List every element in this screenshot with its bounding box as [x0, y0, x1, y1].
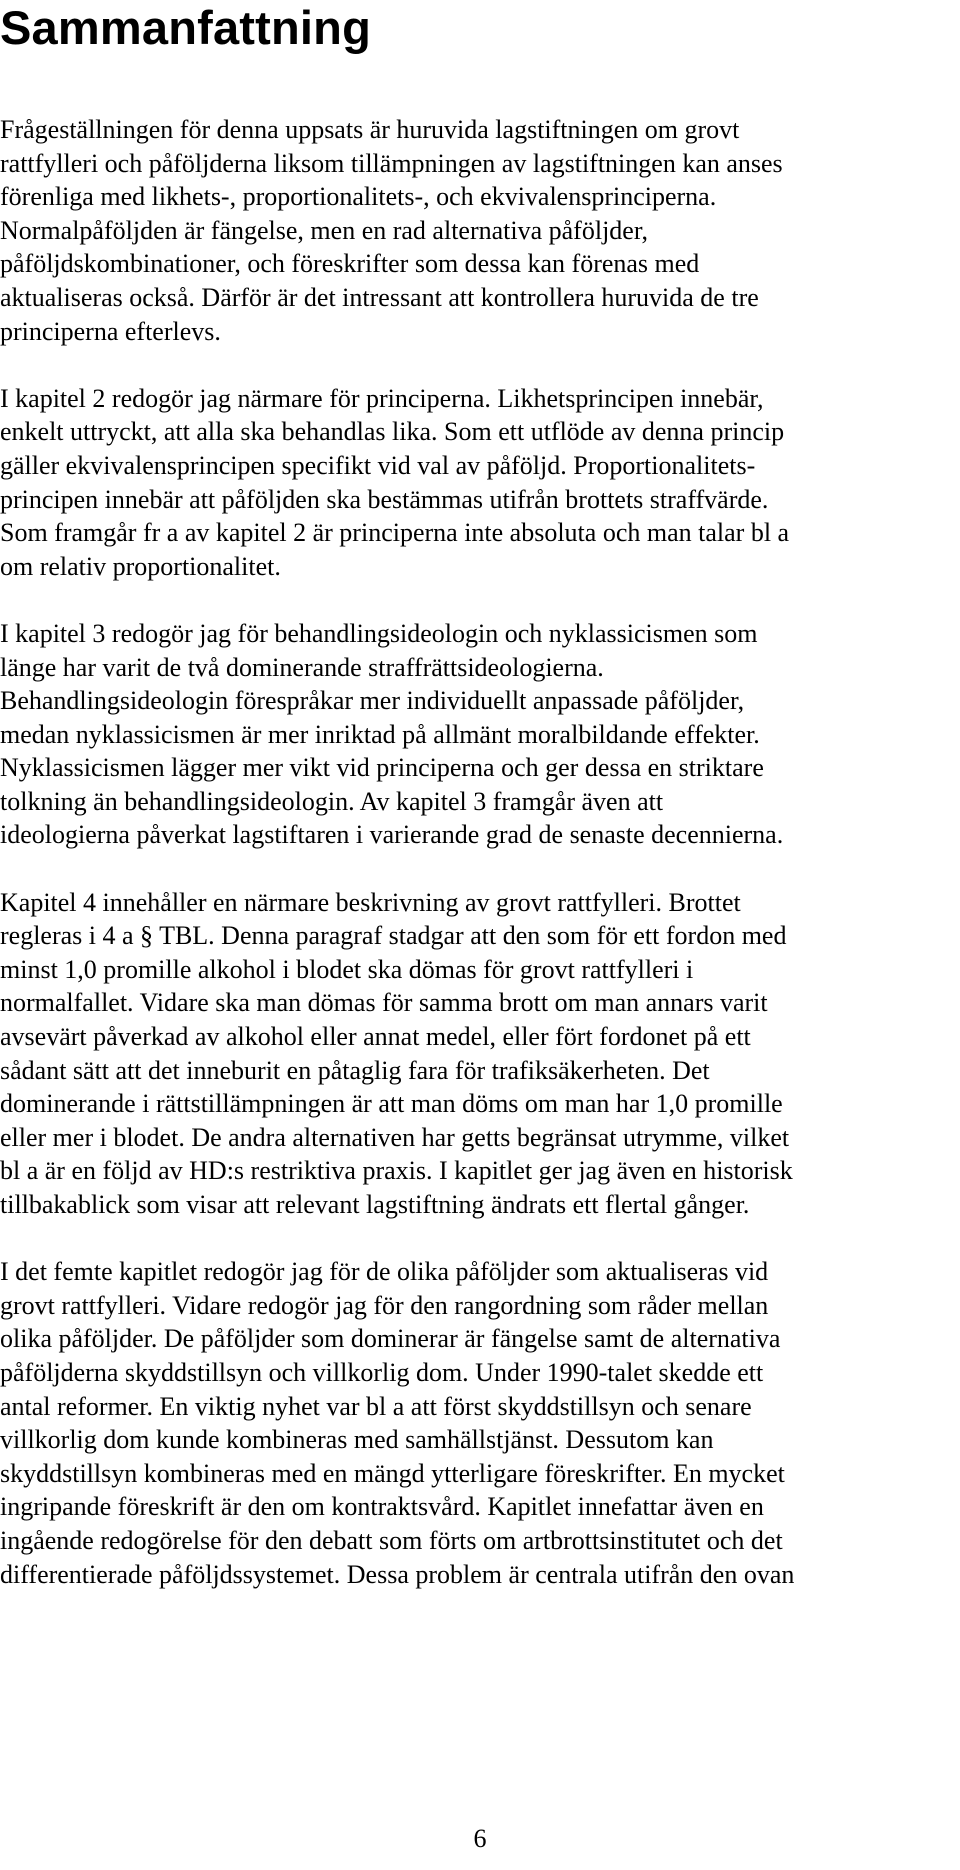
- text-line: länge har varit de två dominerande straffrättsideologierna.: [0, 652, 604, 682]
- text-line: Behandlingsideologin förespråkar mer individuellt anpassade påföljder,: [0, 686, 745, 716]
- text-line: medan nyklassicismen är mer inriktad på allmänt moralbildande effekter.: [0, 719, 760, 749]
- text-line: I kapitel 2 redogör jag närmare för principerna. Likhetsprincipen innebär,: [0, 383, 764, 413]
- text-line: förenliga med likhets-, proportionalitets-, och ekvivalensprinciperna.: [0, 182, 717, 212]
- text-line: bl a är en följd av HD:s restriktiva praxis. I kapitlet ger jag även en historisk: [0, 1156, 793, 1186]
- text-line: principerna efterlevs.: [0, 316, 221, 346]
- text-line: tillbakablick som visar att relevant lagstiftning ändrats ett flertal gånger.: [0, 1190, 750, 1219]
- text-line: Normalpåföljden är fängelse, men en rad alternativa påföljder,: [0, 215, 648, 245]
- text-line: påföljderna skyddstillsyn och villkorlig dom. Under 1990-talet skedde ett: [0, 1357, 764, 1387]
- text-line: ingående redogörelse för den debatt som förts om artbrottsinstitutet och det: [0, 1525, 783, 1555]
- text-line: normalfallet. Vidare ska man dömas för samma brott om man annars varit: [0, 988, 768, 1018]
- text-line: regleras i 4 a § TBL. Denna paragraf stadgar att den som för ett fordon med: [0, 921, 787, 951]
- text-line: antal reformer. En viktig nyhet var bl a att först skyddstillsyn och senare: [0, 1391, 752, 1421]
- text-line: Kapitel 4 innehåller en närmare beskrivning av grovt rattfylleri. Brottet: [0, 887, 741, 917]
- text-line: differentierade påföljdssystemet. Dessa problem är centrala utifrån den ovan: [0, 1559, 795, 1589]
- paragraph-1: [0, 113, 960, 348]
- body-text: [0, 113, 960, 1625]
- text-line: minst 1,0 promille alkohol i blodet ska dömas för grovt rattfylleri i: [0, 954, 694, 984]
- text-line: grovt rattfylleri. Vidare redogör jag för den rangordning som råder mellan: [0, 1290, 769, 1320]
- paragraph-2: [0, 382, 960, 584]
- text-line: Nyklassicismen lägger mer vikt vid principerna och ger dessa en striktare: [0, 753, 764, 783]
- text-line: I kapitel 3 redogör jag för behandlingsideologin och nyklassicismen som: [0, 618, 758, 648]
- text-line: tolkning än behandlingsideologin. Av kapitel 3 framgår även att: [0, 786, 664, 816]
- text-line: enkelt uttryckt, att alla ska behandlas lika. Som ett utflöde av denna princip: [0, 417, 785, 447]
- text-line: avsevärt påverkad av alkohol eller annat medel, eller fört fordonet på ett: [0, 1022, 751, 1052]
- text-line: påföljdskombinationer, och föreskrifter som dessa kan förenas med: [0, 249, 700, 279]
- text-line: Som framgår fr a av kapitel 2 är principerna inte absoluta och man talar bl a: [0, 518, 790, 548]
- text-line: villkorlig dom kunde kombineras med samhällstjänst. Dessutom kan: [0, 1425, 714, 1455]
- text-line: olika påföljder. De påföljder som dominerar är fängelse samt de alternativa: [0, 1324, 781, 1354]
- text-line: rattfylleri och påföljderna liksom tillämpningen av lagstiftningen kan anses: [0, 148, 783, 178]
- text-line: aktualiseras också. Därför är det intressant att kontrollera huruvida de tre: [0, 282, 759, 312]
- paragraph-3: [0, 617, 960, 852]
- paragraph-4: [0, 886, 960, 1222]
- paragraph-5: [0, 1255, 960, 1591]
- text-line: skyddstillsyn kombineras med en mängd ytterligare föreskrifter. En mycket: [0, 1458, 785, 1488]
- text-line: om relativ proportionalitet.: [0, 551, 281, 581]
- page-title: Sammanfattning: [0, 1, 371, 54]
- text-line: eller mer i blodet. De andra alternativen har getts begränsat utrymme, vilket: [0, 1122, 790, 1152]
- text-line: principen innebär att påföljden ska bestämmas utifrån brottets straffvärde.: [0, 484, 769, 514]
- text-line: ideologierna påverkat lagstiftaren i varierande grad de senaste decennierna.: [0, 820, 784, 850]
- text-line: gäller ekvivalensprincipen specifikt vid val av påföljd. Proportionalitets-: [0, 450, 756, 480]
- text-line: I det femte kapitlet redogör jag för de olika påföljder som aktualiseras vid: [0, 1257, 769, 1287]
- text-line: dominerande i rättstillämpningen är att man döms om man har 1,0 promille: [0, 1089, 783, 1119]
- text-line: Frågeställningen för denna uppsats är huruvida lagstiftningen om grovt: [0, 115, 740, 144]
- text-line: ingripande föreskrift är den om kontraktsvård. Kapitlet innefattar även en: [0, 1492, 764, 1522]
- text-line: sådant sätt att det inneburit en påtaglig fara för trafiksäkerheten. Det: [0, 1055, 710, 1085]
- page-number: 6: [473, 1824, 487, 1853]
